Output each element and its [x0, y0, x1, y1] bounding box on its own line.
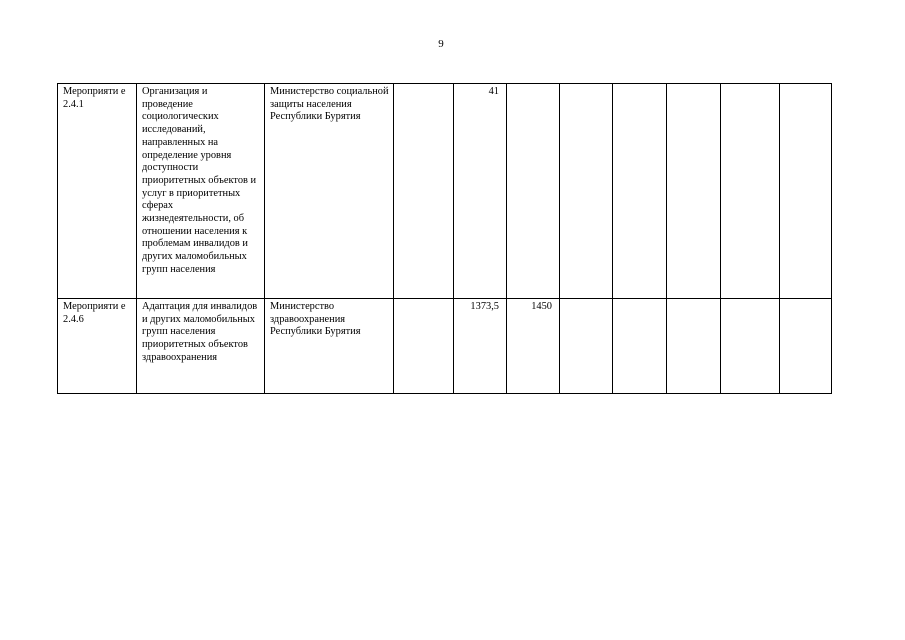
value-cell — [507, 84, 560, 299]
value-cell — [560, 84, 613, 299]
activity-code-cell: Мероприяти е 2.4.1 — [58, 84, 137, 299]
table-row — [58, 84, 832, 299]
value-cell — [613, 84, 667, 299]
executor-cell: Министерство здравоохранения Республики Бурятия — [265, 299, 394, 394]
activity-code-cell: Мероприяти е 2.4.6 — [58, 299, 137, 394]
program-activities-table — [57, 83, 832, 394]
value-cell — [394, 84, 454, 299]
value-cell — [780, 299, 832, 394]
value-cell — [780, 84, 832, 299]
page-number: 9 — [438, 38, 444, 50]
value-cell — [394, 299, 454, 394]
value-cell: 1450 — [507, 299, 560, 394]
value-cell — [667, 299, 721, 394]
activity-name-cell: Организация и проведение социологических исследований, направленных на определение уровня доступности приоритетных объектов и услуг в приоритетных сферах жизнедеятельности, об отношении населения к проблемам инвалидов и других маломобильных групп населения — [137, 84, 265, 299]
executor-cell: Министерство социальной защиты населения Республики Бурятия — [265, 84, 394, 299]
value-cell: 41 — [454, 84, 507, 299]
value-cell: 1373,5 — [454, 299, 507, 394]
table-row — [58, 299, 832, 394]
value-cell — [613, 299, 667, 394]
activity-name-cell: Адаптация для инвалидов и других маломобильных групп населения приоритетных объектов здравоохранения — [137, 299, 265, 394]
value-cell — [721, 299, 780, 394]
value-cell — [560, 299, 613, 394]
value-cell — [721, 84, 780, 299]
value-cell — [667, 84, 721, 299]
